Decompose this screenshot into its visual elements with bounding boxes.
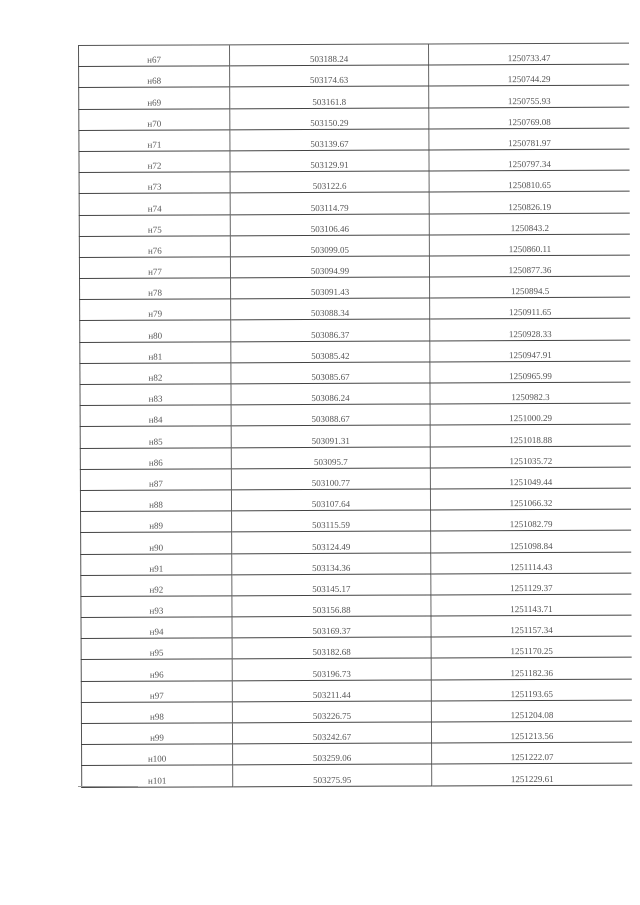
point-name-cell: н88 [80,490,231,512]
point-name-cell: н76 [79,236,230,258]
table-row [79,170,630,194]
y-coordinate-cell: 1251204.08 [431,700,632,722]
y-coordinate-cell: 1250733.47 [428,43,629,65]
y-coordinate-cell: 1251049.44 [430,467,631,489]
x-coordinate-cell: 503100.77 [231,468,430,490]
y-coordinate-cell: 1250744.29 [429,64,630,86]
x-coordinate-cell: 503211.44 [232,680,431,702]
table-row [81,700,632,724]
table-row [81,594,632,618]
y-coordinate-cell: 1251182.36 [431,658,632,680]
y-coordinate-cell: 1251066.32 [430,488,631,510]
y-coordinate-cell: 1251157.34 [431,615,632,637]
y-coordinate-cell: 1251018.88 [430,424,631,446]
y-coordinate-cell: 1250797.34 [429,149,630,171]
table-row [81,615,632,639]
y-coordinate-cell: 1251170.25 [431,636,632,658]
table-row [80,424,631,448]
table-row [81,658,632,682]
point-name-cell: н83 [80,384,231,406]
x-coordinate-cell: 503091.31 [231,425,430,447]
point-name-cell: н90 [81,532,232,554]
x-coordinate-cell: 503088.67 [231,404,430,426]
y-coordinate-cell: 1250810.65 [429,170,630,192]
x-coordinate-cell: 503095.7 [231,447,430,469]
point-name-cell: н78 [80,278,231,300]
point-name-cell: н87 [80,469,231,491]
y-coordinate-cell: 1251035.72 [430,446,631,468]
point-name-cell: н80 [80,320,231,342]
y-coordinate-cell: 1251213.56 [431,721,632,743]
y-coordinate-cell: 1250982.3 [430,382,631,404]
point-name-cell: н86 [80,447,231,469]
y-coordinate-cell: 1251129.37 [431,573,632,595]
x-coordinate-cell: 503156.88 [232,595,431,617]
x-coordinate-cell: 503174.63 [230,65,429,87]
point-name-cell: н84 [80,405,231,427]
x-coordinate-cell: 503196.73 [232,658,431,680]
y-coordinate-cell: 1250781.97 [429,128,630,150]
x-coordinate-cell: 503106.46 [230,213,429,235]
y-coordinate-cell: 1251000.29 [430,403,631,425]
table-row [79,43,630,67]
table-row [79,149,630,173]
table-row [81,552,632,576]
table-row [80,297,631,321]
x-coordinate-cell: 503188.24 [230,44,429,66]
x-coordinate-cell: 503129.91 [230,150,429,172]
point-name-cell: н79 [80,299,231,321]
point-name-cell: н89 [81,511,232,533]
point-name-cell: н81 [80,341,231,363]
table-row [80,467,631,491]
point-name-cell: н97 [81,680,232,702]
table-row [79,107,630,131]
table-row [80,446,631,470]
coordinates-table [78,43,632,788]
x-coordinate-cell: 503169.37 [232,616,431,638]
x-coordinate-cell: 503182.68 [232,637,431,659]
x-coordinate-cell: 503145.17 [232,574,431,596]
y-coordinate-cell: 1250860.11 [429,234,630,256]
y-coordinate-cell: 1251114.43 [431,552,632,574]
x-coordinate-cell: 503124.49 [232,531,431,553]
table-row [80,340,631,364]
x-coordinate-cell: 503259.06 [233,743,432,765]
point-name-cell: н93 [81,596,232,618]
y-coordinate-cell: 1251082.79 [431,509,632,531]
y-coordinate-cell: 1250965.99 [430,361,631,383]
x-coordinate-cell: 503226.75 [232,701,431,723]
y-coordinate-cell: 1250826.19 [429,191,630,213]
table-row [80,276,631,300]
y-coordinate-cell: 1251098.84 [431,530,632,552]
y-coordinate-cell: 1251143.71 [431,594,632,616]
x-coordinate-cell: 503114.79 [230,192,429,214]
table-row [81,636,632,660]
coordinates-table-body [79,43,633,787]
x-coordinate-cell: 503107.64 [231,489,430,511]
table-row [81,679,632,703]
y-coordinate-cell: 1250894.5 [430,276,631,298]
point-name-cell: н67 [79,45,230,67]
point-name-cell: н94 [81,617,232,639]
point-name-cell: н91 [81,553,232,575]
table-row [81,530,632,554]
point-name-cell: н74 [79,193,230,215]
point-name-cell: н100 [82,744,233,766]
y-coordinate-cell: 1250877.36 [429,255,630,277]
table-row [79,128,630,152]
point-name-cell: н99 [81,723,232,745]
x-coordinate-cell: 503086.37 [231,319,430,341]
x-coordinate-cell: 503085.42 [231,341,430,363]
x-coordinate-cell: 503115.59 [232,510,431,532]
x-coordinate-cell: 503122.6 [230,171,429,193]
table-row [80,361,631,385]
y-coordinate-cell: 1250911.65 [430,297,631,319]
x-coordinate-cell: 503088.34 [231,298,430,320]
table-row [79,85,630,109]
x-coordinate-cell: 503275.95 [233,764,432,786]
table-row [80,403,631,427]
point-name-cell: н69 [79,87,230,109]
table-row [82,742,633,766]
point-name-cell: н96 [81,659,232,681]
point-name-cell: н75 [79,214,230,236]
table-row [82,763,633,787]
point-name-cell: н72 [79,151,230,173]
table-row [81,721,632,745]
y-coordinate-cell: 1250755.93 [429,85,630,107]
y-coordinate-cell: 1251229.61 [432,763,633,785]
point-name-cell: н82 [80,363,231,385]
x-coordinate-cell: 503085.67 [231,362,430,384]
x-coordinate-cell: 503150.29 [230,108,429,130]
table-row [79,213,630,237]
y-coordinate-cell: 1251193.65 [431,679,632,701]
x-coordinate-cell: 503161.8 [230,86,429,108]
y-coordinate-cell: 1250947.91 [430,340,631,362]
y-coordinate-cell: 1250928.33 [430,319,631,341]
y-coordinate-cell: 1251222.07 [432,742,633,764]
point-name-cell: н68 [79,66,230,88]
point-name-cell: н73 [79,172,230,194]
y-coordinate-cell: 1250843.2 [429,213,630,235]
table-row [81,573,632,597]
x-coordinate-cell: 503134.36 [232,552,431,574]
table-row [79,64,630,88]
point-name-cell: н70 [79,108,230,130]
x-coordinate-cell: 503139.67 [230,129,429,151]
x-coordinate-cell: 503099.05 [230,235,429,257]
point-name-cell: н92 [81,575,232,597]
y-coordinate-cell: 1250769.08 [429,107,630,129]
table-row [79,191,630,215]
table-row [81,509,632,533]
x-coordinate-cell: 503094.99 [230,256,429,278]
scan-artifact-line [78,786,138,787]
table-row [80,319,631,343]
table-row [79,255,630,279]
point-name-cell: н71 [79,130,230,152]
x-coordinate-cell: 503091.43 [231,277,430,299]
point-name-cell: н85 [80,426,231,448]
x-coordinate-cell: 503242.67 [232,722,431,744]
table-row [80,488,631,512]
table-row [79,234,630,258]
point-name-cell: н98 [81,702,232,724]
table-row [80,382,631,406]
point-name-cell: н95 [81,638,232,660]
point-name-cell: н101 [82,765,233,787]
point-name-cell: н77 [79,257,230,279]
x-coordinate-cell: 503086.24 [231,383,430,405]
